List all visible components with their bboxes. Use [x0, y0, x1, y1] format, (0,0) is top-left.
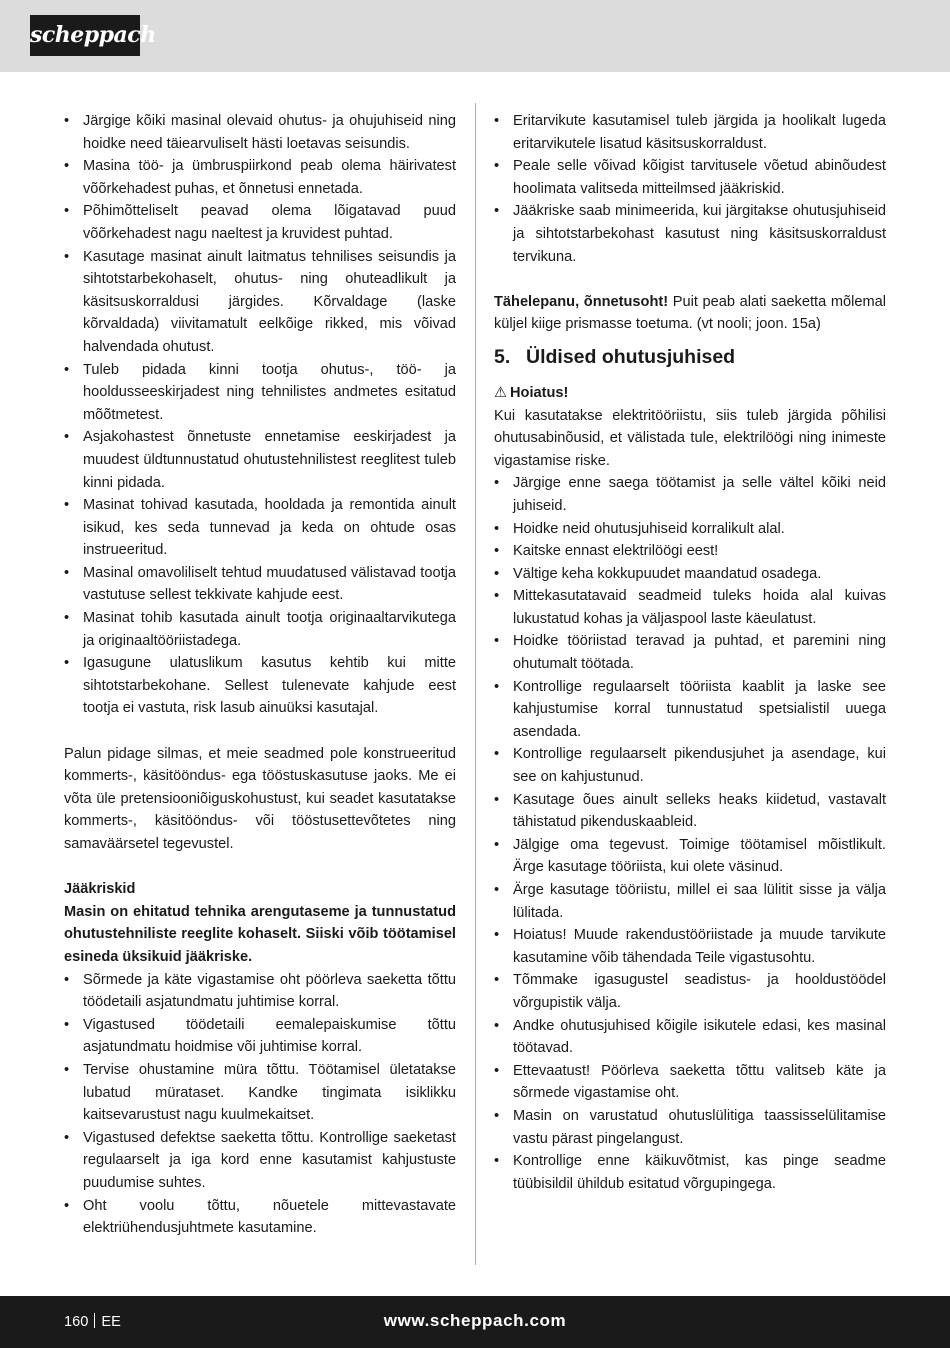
list-item: • Tuleb pidada kinni tootja ohutus-, töö- ja hooldusseeskirjadest ning tehnilistes andmetes esitatud mõõtmetest.	[64, 359, 456, 427]
list-item: • Hoidke neid ohutusjuhiseid korralikult alal.	[494, 518, 886, 541]
list-item: • Masinal omavoliliselt tehtud muudatused välistavad tootja vastutuse sellest tekkivate kahjude eest.	[64, 562, 456, 607]
list-item: • Tervise ohustamine müra tõttu. Töötamisel ületatakse lubatud mürataset. Kandke tingimata isiklikku kaitsevarustust nagu kuulmekaitset.	[64, 1059, 456, 1127]
accessory-notes-list	[494, 110, 886, 268]
list-item: • Kasutage masinat ainult laitmatus tehnilises seisundis ja sihtotstarbekohaselt, ohutus- ning ohuteadlikult ja käsitsuskorraldusi järgides. Kõrvaldage (laske kõrvaldada) viivitamatult eelkõige rikked, mis võivad halvendada ohutust.	[64, 246, 456, 359]
warning-triangle-icon: ⚠	[494, 384, 508, 401]
list-item: • Hoidke tööriistad teravad ja puhtad, et paremini ning ohutumalt töötada.	[494, 630, 886, 675]
warning-heading	[494, 382, 886, 405]
commercial-use-paragraph: Palun pidage silmas, et meie seadmed pole konstrueeritud kommerts-, käsitööndus- ega tööstuskasutuse jaoks. Me ei võta üle pretensiooniõiguskohustust, kui seadet kasutatakse kommerts-, käsitööndus- või tööstusettevõtetes ning samaväärsetel tegevustel.	[64, 745, 456, 852]
residual-risks-title: Jääkriskid	[64, 881, 136, 898]
list-item: • Peale selle võivad kõigist tarvitusele võetud abinõudest hoolimata valitseda mitteilmsed jääkriskid.	[494, 155, 886, 200]
list-item: • Kontrollige enne käikuvõtmist, kas pinge seadme tüübisildil ühildub esitatud võrgupingega.	[494, 1150, 886, 1195]
list-item: • Hoiatus! Muude rakendustööriistade ja muude tarvikute kasutamine võib tähendada Teile vigastusohtu.	[494, 924, 886, 969]
list-item: • Järgige enne saega töötamist ja selle vältel kõiki neid juhiseid.	[494, 472, 886, 517]
list-item: • Ärge kasutage tööriistu, millel ei saa lülitit sisse ja välja lülitada.	[494, 879, 886, 924]
section-number: 5.	[494, 345, 511, 368]
list-item: • Masinat tohib kasutada ainult tootja originaaltarvikutega ja originaaltööriistadega.	[64, 607, 456, 652]
list-item: • Igasugune ulatuslikum kasutus kehtib kui mitte sihtotstarbekohane. Sellest tulenevate kahjude eest tootja ei vastuta, risk lasub ainuüksi kasutajal.	[64, 652, 456, 720]
list-item: • Kaitske ennast elektrilöögi eest!	[494, 540, 886, 563]
website-link[interactable]: www.scheppach.com	[383, 1311, 567, 1330]
list-item: • Vigastused defektse saeketta tõttu. Kontrollige saeketast regulaarselt ja iga kord enne kasutamist kahjustuste puudumise suhtes.	[64, 1127, 456, 1195]
page-header	[0, 0, 950, 72]
list-item: • Andke ohutusjuhised kõigile isikutele edasi, kes masinal töötavad.	[494, 1015, 886, 1060]
list-item: • Kontrollige regulaarselt tööriista kaablit ja laske see kahjustumise korral tunnustatud spetsialistil uuega asendada.	[494, 676, 886, 744]
page-footer	[0, 1296, 950, 1348]
language-code: EE	[101, 1314, 121, 1330]
residual-risks-intro: Masin on ehitatud tehnika arengutaseme ja tunnustatud ohutustehniliste reeglite kohaselt. Siiski võib töötamisel esineda üksikuid jääkriske.	[64, 903, 456, 965]
warning-text: Kui kasutatakse elektritööriistu, siis tuleb järgida põhilisi ohutusabinõusid, et välistada tule, elektrilöögi ning inimeste vigastamise riske.	[494, 407, 886, 469]
list-item: • Mittekasutatavaid seadmeid tuleks hoida alal kuivas lukustatud kohas ja väljaspool laste käeulatust.	[494, 585, 886, 630]
page-number: 160	[64, 1314, 89, 1330]
section-heading	[494, 344, 886, 370]
attention-paragraph	[494, 291, 886, 336]
list-item: • Põhimõtteliselt peavad olema lõigatavad puud võõrkehadest nagu naeltest ja kruvidest puhtad.	[64, 200, 456, 245]
list-item: • Järgige kõiki masinal olevaid ohutus- ja ohujuhiseid ning hoidke need täiearvuliselt hästi loetavas seisundis.	[64, 110, 456, 155]
list-item: • Tõmmake igasugustel seadistus- ja hooldustöödel võrgupistik välja.	[494, 969, 886, 1014]
list-item: • Eritarvikute kasutamisel tuleb järgida ja hoolikalt lugeda eritarvikutele lisatud käsitsuskorraldust.	[494, 110, 886, 155]
general-safety-list	[64, 110, 456, 720]
list-item: • Oht voolu tõttu, nõuetele mittevastavate elektriühendusjuhtmete kasutamine.	[64, 1195, 456, 1240]
right-column	[494, 110, 886, 1195]
warning-label: Hoiatus!	[510, 384, 569, 401]
general-safety-instructions-list	[494, 472, 886, 1195]
scheppach-logo: scheppach	[30, 15, 140, 56]
list-item: • Jääkriske saab minimeerida, kui järgitakse ohutusjuhiseid ja sihtotstarbekohast kasutust ning käsitsuskorraldust tervikuna.	[494, 200, 886, 268]
attention-text: Puit peab alati saeketta mõlemal küljel kiige prismasse toetuma. (vt nooli; joon. 15a)	[494, 293, 886, 333]
list-item: • Vigastused töödetaili eemalepaiskumise tõttu asjatundmatu hoidmise või juhtimise korral.	[64, 1014, 456, 1059]
left-column	[64, 110, 456, 1240]
column-divider	[475, 103, 476, 1265]
residual-risks-list	[64, 969, 456, 1240]
list-item: • Masinat tohivad kasutada, hooldada ja remontida ainult isikud, kes seda tunnevad ja keda on ohtude osas instrueeritud.	[64, 494, 456, 562]
list-item: • Vältige keha kokkupuudet maandatud osadega.	[494, 563, 886, 586]
list-item: • Jälgige oma tegevust. Toimige töötamisel mõistlikult. Ärge kasutage tööriista, kui olete väsinud.	[494, 834, 886, 879]
list-item: • Masin on varustatud ohutuslülitiga taassisselülitamise vastu pärast pingelangust.	[494, 1105, 886, 1150]
list-item: • Ettevaatust! Pöörleva saeketta tõttu valitseb käte ja sõrmede vigastamise oht.	[494, 1060, 886, 1105]
section-title: Üldised ohutusjuhised	[526, 345, 736, 368]
attention-label: Tähelepanu, õnnetusoht!	[494, 293, 669, 310]
list-item: • Asjakohastest õnnetuste ennetamise eeskirjadest ja muudest üldtunnustatud ohutustehnilistest reeglitest tuleb kinni pidada.	[64, 426, 456, 494]
list-item: • Kasutage õues ainult selleks heaks kiidetud, vastavalt tähistatud pikenduskaableid.	[494, 789, 886, 834]
list-item: • Masina töö- ja ümbruspiirkond peab olema häirivatest võõrkehadest puhas, et õnnetusi ennetada.	[64, 155, 456, 200]
list-item: • Sõrmede ja käte vigastamise oht pöörleva saeketta tõttu töödetaili asjatundmatu juhtimise korral.	[64, 969, 456, 1014]
list-item: • Kontrollige regulaarselt pikendusjuhet ja asendage, kui see on kahjustunud.	[494, 743, 886, 788]
